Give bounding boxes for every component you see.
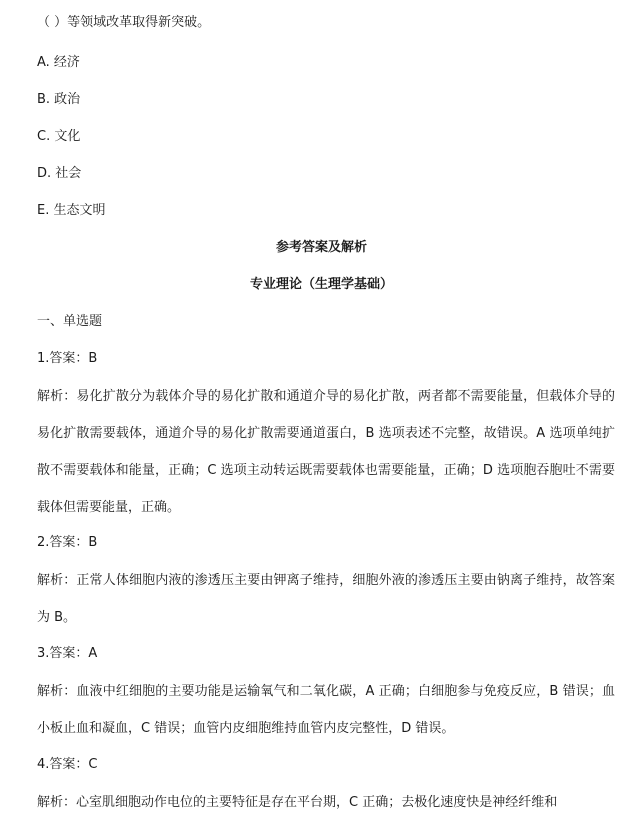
option-e: E. 生态文明 <box>37 203 106 218</box>
option-c: C. 文化 <box>37 129 81 144</box>
option-a: A. 经济 <box>37 55 80 70</box>
analysis-4: 解析：心室肌细胞动作电位的主要特征是存在平台期，C 正确；去极化速度快是神经纤维和 <box>37 795 558 810</box>
section-title: 一、单选题 <box>37 314 103 329</box>
answers-heading: 参考答案及解析 <box>275 240 367 255</box>
analysis-2: 解析：正常人体细胞内液的渗透压主要由钾离子维持，细胞外液的渗透压主要由钠离子维持，故答案为 B。 <box>37 573 615 625</box>
answer-3: 3.答案：A <box>37 646 98 661</box>
option-d: D. 社会 <box>37 166 82 181</box>
answers-subheading: 专业理论（生理学基础） <box>249 277 393 292</box>
option-b: B. 政治 <box>37 92 81 107</box>
answer-4: 4.答案：C <box>37 757 98 772</box>
question-stem: （ ）等领域改革取得新突破。 <box>37 15 211 30</box>
analysis-1: 解析：易化扩散分为载体介导的易化扩散和通道介导的易化扩散，两者都不需要能量，但载体介导的易化扩散需要载体，通道介导的易化扩散需要通道蛋白，B 选项表述不完整，故错误。A 选项单纯扩散不需要载体和能量，正确；C 选项主动转运既需要载体也需要能量，正确；D 选项胞吞胞吐不需要载体但需要能量，正确。 <box>37 389 615 515</box>
answer-1: 1.答案：B <box>37 351 98 366</box>
answer-2: 2.答案：B <box>37 535 98 550</box>
analysis-3: 解析：血液中红细胞的主要功能是运输氧气和二氧化碳，A 正确；白细胞参与免疫反应，B 错误；血小板止血和凝血，C 错误；血管内皮细胞维持血管内皮完整性，D 错误。 <box>37 684 615 736</box>
